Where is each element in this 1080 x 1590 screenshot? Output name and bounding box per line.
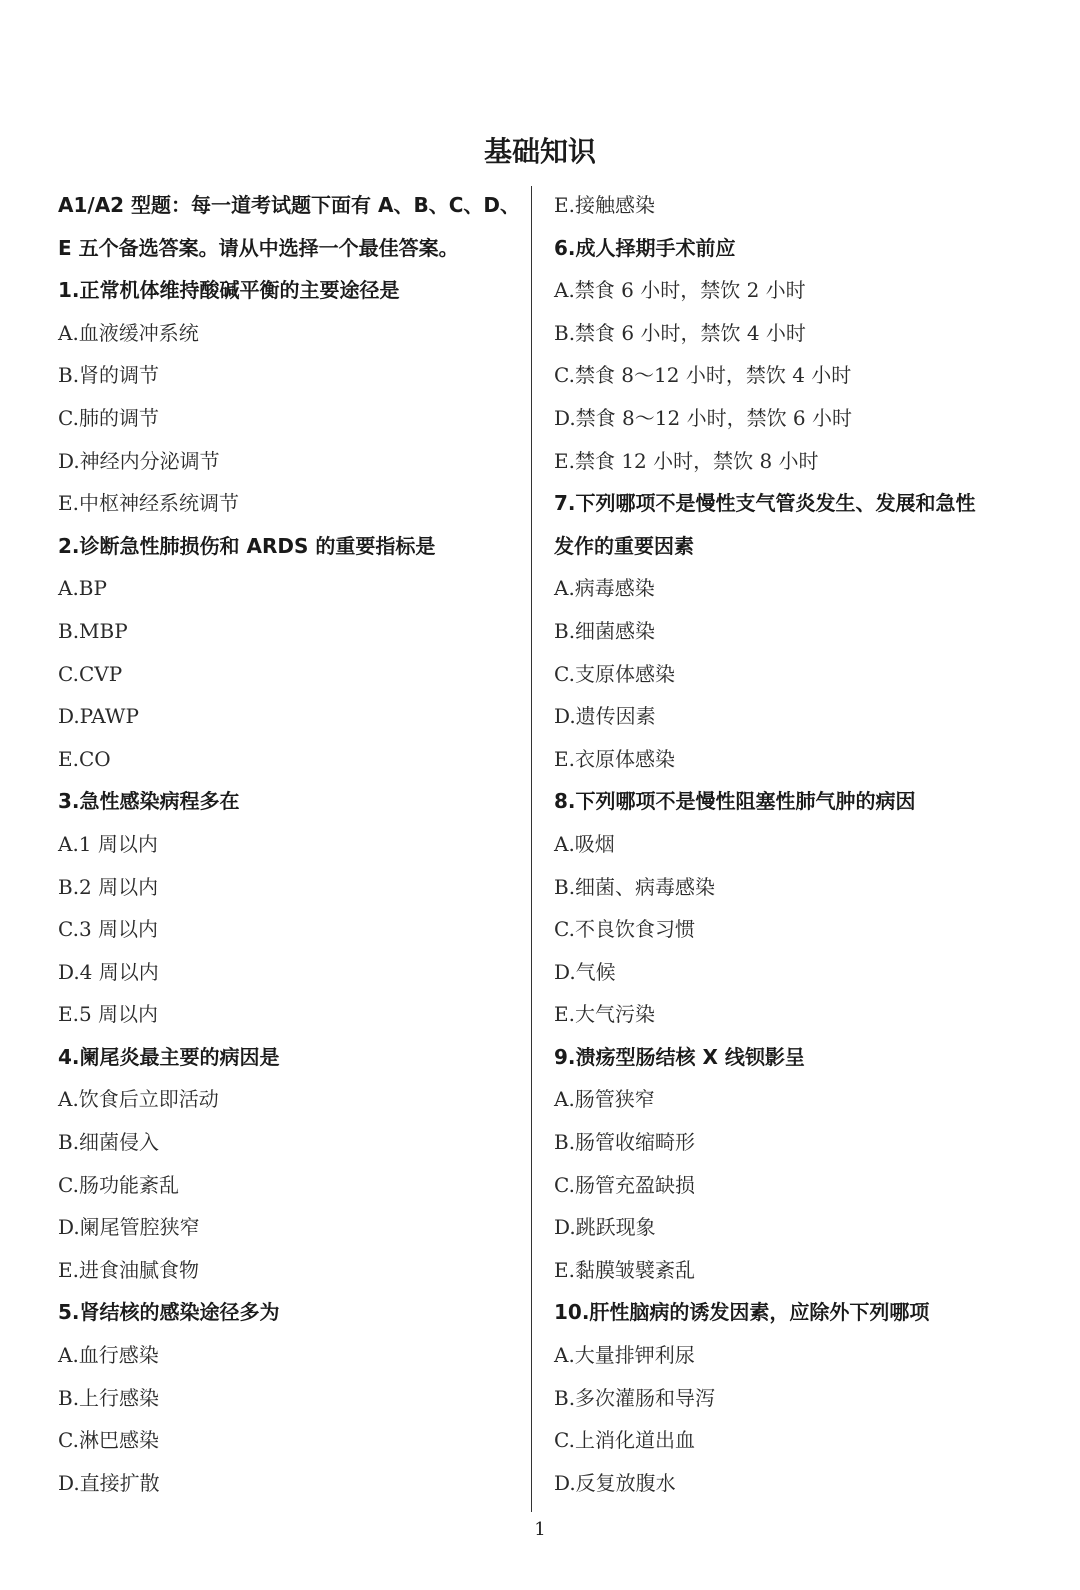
question-line: 10.肝性脑病的诱发因素，应除外下列哪项 (554, 1300, 930, 1325)
answer-option: C.不良饮食习惯 (554, 917, 695, 942)
answer-option: E.大气污染 (554, 1002, 655, 1027)
answer-option: D.PAWP (58, 704, 139, 729)
answer-option: C.肠功能紊乱 (58, 1172, 179, 1197)
answer-option: A.禁食 6 小时，禁饮 2 小时 (554, 278, 806, 303)
answer-option: A.病毒感染 (554, 576, 655, 601)
question-line: 7.下列哪项不是慢性支气管炎发生、发展和急性 (554, 491, 976, 516)
answer-option: C.肺的调节 (58, 405, 159, 430)
answer-option: B.肠管收缩畸形 (554, 1130, 696, 1155)
page-title: 基础知识 (483, 135, 596, 168)
answer-option: E.CO (58, 746, 111, 771)
question-line: 2.诊断急性肺损伤和 ARDS 的重要指标是 (58, 533, 436, 558)
question-line: 5.肾结核的感染途径多为 (58, 1300, 280, 1325)
answer-option: D.禁食 8～12 小时，禁饮 6 小时 (554, 405, 853, 430)
question-line: 4.阑尾炎最主要的病因是 (58, 1044, 280, 1069)
left-column (58, 184, 522, 1504)
answer-option: A.血液缓冲系统 (58, 320, 199, 345)
answer-option: A.血行感染 (58, 1343, 159, 1368)
answer-option: A.1 周以内 (58, 831, 158, 856)
question-line: 6.成人择期手术前应 (554, 235, 736, 260)
answer-option: B.细菌感染 (554, 618, 656, 643)
answer-option: A.吸烟 (554, 831, 615, 856)
answer-option: D.直接扩散 (58, 1470, 160, 1495)
question-line: 3.急性感染病程多在 (58, 789, 240, 814)
answer-option: B.多次灌肠和导泻 (554, 1385, 716, 1410)
question-line: A1/A2 型题：每一道考试题下面有 A、B、C、D、 (58, 193, 521, 217)
question-line: 9.溃疡型肠结核 X 线钡影呈 (554, 1044, 805, 1069)
answer-option: D.跳跃现象 (554, 1215, 656, 1240)
answer-option: C.淋巴感染 (58, 1428, 159, 1453)
answer-option: C.支原体感染 (554, 661, 675, 686)
right-column (554, 184, 1024, 1504)
answer-option: E.衣原体感染 (554, 746, 675, 771)
answer-option: B.禁食 6 小时，禁饮 4 小时 (554, 320, 806, 345)
answer-option: B.2 周以内 (58, 874, 159, 899)
answer-option: E.中枢神经系统调节 (58, 491, 239, 516)
answer-option: D.神经内分泌调节 (58, 448, 220, 473)
answer-option: E.进食油腻食物 (58, 1257, 199, 1282)
answer-option: E.接触感染 (554, 193, 655, 217)
answer-option: B.细菌侵入 (58, 1130, 160, 1155)
answer-option: D.气候 (554, 959, 616, 984)
column-divider (531, 186, 532, 1512)
answer-option: E.黏膜皱襞紊乱 (554, 1257, 695, 1282)
question-line: 发作的重要因素 (554, 533, 694, 558)
answer-option: E.5 周以内 (58, 1002, 159, 1027)
question-line: 8.下列哪项不是慢性阻塞性肺气肿的病因 (554, 789, 916, 814)
question-line: E 五个备选答案。请从中选择一个最佳答案。 (58, 235, 459, 260)
answer-option: D.阑尾管腔狭窄 (58, 1215, 200, 1240)
answer-option: C.CVP (58, 661, 123, 686)
answer-option: C.肠管充盈缺损 (554, 1172, 695, 1197)
answer-option: D.4 周以内 (58, 959, 159, 984)
answer-option: A.BP (58, 576, 107, 601)
page-number: 1 (534, 1519, 546, 1540)
answer-option: D.反复放腹水 (554, 1470, 676, 1495)
answer-option: B.MBP (58, 618, 128, 643)
answer-option: A.肠管狭窄 (554, 1087, 655, 1112)
answer-option: D.遗传因素 (554, 704, 656, 729)
answer-option: A.饮食后立即活动 (58, 1087, 219, 1112)
question-line: 1.正常机体维持酸碱平衡的主要途径是 (58, 278, 400, 303)
answer-option: C.上消化道出血 (554, 1428, 695, 1453)
answer-option: B.上行感染 (58, 1385, 160, 1410)
answer-option: B.肾的调节 (58, 363, 160, 388)
answer-option: C.禁食 8～12 小时，禁饮 4 小时 (554, 363, 852, 388)
answer-option: E.禁食 12 小时，禁饮 8 小时 (554, 448, 819, 473)
answer-option: B.细菌、病毒感染 (554, 874, 716, 899)
answer-option: C.3 周以内 (58, 917, 159, 942)
answer-option: A.大量排钾利尿 (554, 1343, 695, 1368)
